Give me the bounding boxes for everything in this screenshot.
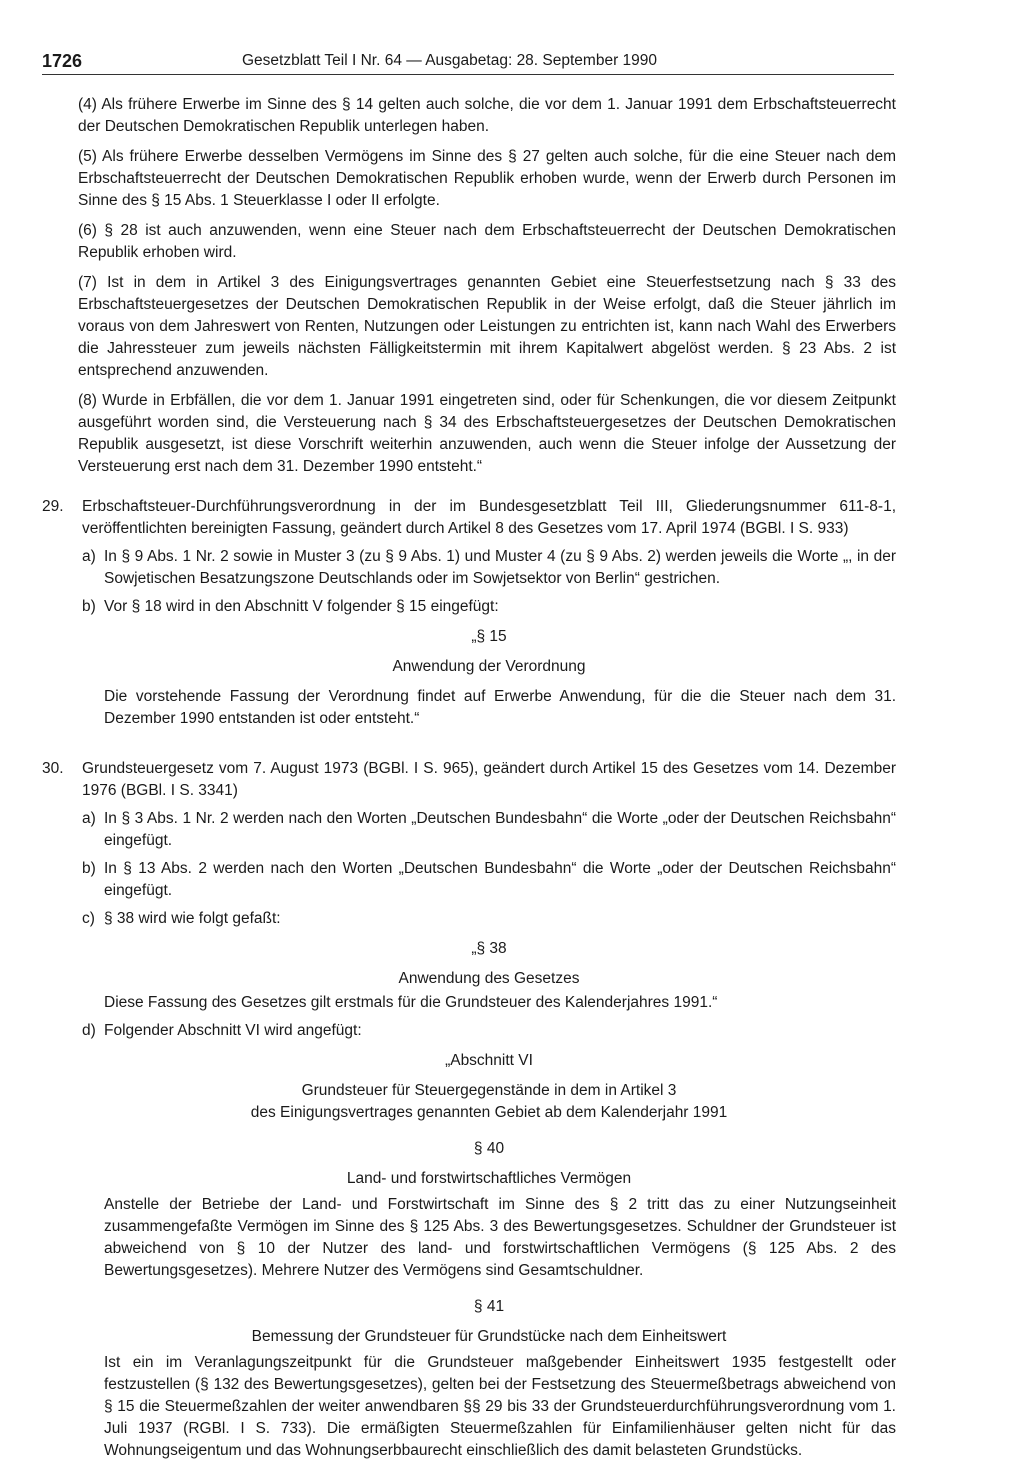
abschnitt-title-line-1: Grundsteuer für Steuergegenstände in dem in Artikel 3 xyxy=(301,1082,677,1099)
sub-label: d) xyxy=(82,1022,96,1039)
sub-item-30a xyxy=(42,808,896,852)
sub-item-30b xyxy=(42,858,896,902)
section-text-15: Die vorstehende Fassung der Verordnung findet auf Erwerbe Anwendung, für die die Steuer nach dem 31. Dezember 1990 entstanden ist oder entsteht.“ xyxy=(104,688,896,727)
page-number: 1726 xyxy=(42,51,83,71)
section-title-38: Anwendung des Gesetzes xyxy=(398,970,580,987)
sub-item-30c xyxy=(42,908,896,930)
item-text: Grundsteuergesetz vom 7. August 1973 (BGBl. I S. 965), geändert durch Artikel 15 des Gesetzes vom 14. Dezember 1976 (BGBl. I S. 3341) xyxy=(82,760,896,799)
item-29 xyxy=(42,496,896,540)
sub-text: In § 3 Abs. 1 Nr. 2 werden nach den Worten „Deutschen Bundesbahn“ die Worte „oder der Deutschen Reichsbahn“ eingefügt. xyxy=(104,810,896,849)
section-title-15: Anwendung der Verordnung xyxy=(392,658,586,675)
item-30 xyxy=(42,758,896,802)
paragraph-6: (6) § 28 ist auch anzuwenden, wenn eine Steuer nach dem Erbschaftsteuerrecht der Deutschen Demokratischen Republik erhoben wird. xyxy=(78,222,896,261)
page-body xyxy=(42,94,896,1462)
paragraph-5: (5) Als frühere Erwerbe desselben Vermögens im Sinne des § 27 gelten auch solche, für die eine Steuer nach dem Erbschaftsteuerrecht der Deutschen Demokratischen Republik erhoben wurde, wenn der Erwerb durch Personen im Sinne des § 15 Abs. 1 Steuerklasse I oder II erfolgte. xyxy=(78,148,896,209)
section-heading-41: § 41 xyxy=(473,1298,505,1315)
section-text-40: Anstelle der Betriebe der Land- und Forstwirtschaft im Sinne des § 2 tritt das zu einer Nutzungseinheit zusammengefaßte Vermögen im Sinne des § 125 Abs. 3 des Bewertungsgesetzes. Schuldner der Grundsteuer ist abweichend von § 10 der Nutzer des land- und forstwirtschaftlichen Vermögens (§ 125 Abs. 2 des Bewertungsgesetzes). Mehrere Nutzer des Vermögens sind Gesamtschuldner. xyxy=(104,1196,896,1279)
section-heading-38: „§ 38 xyxy=(471,940,507,957)
paragraph-8: (8) Wurde in Erbfällen, die vor dem 1. Januar 1991 eingetreten sind, oder für Schenkungen, die vor diesem Zeitpunkt ausgeführt worden sind, die Versteuerung nach § 34 des Erbschaftsteuergesetzes der Deutschen Demokratischen Republik ausgesetzt, ist diese Vorschrift weiterhin anzuwenden, auch wenn die Steuer infolge der Aussetzung der Versteuerung erst nach dem 31. Dezember 1990 entsteht.“ xyxy=(78,392,896,475)
abschnitt-title-line-2: des Einigungsvertrages genannten Gebiet ab dem Kalenderjahr 1991 xyxy=(250,1104,728,1121)
item-number: 29. xyxy=(42,498,64,515)
page-header xyxy=(42,50,894,75)
abschnitt-heading: „Abschnitt VI xyxy=(445,1052,533,1069)
running-head: Gesetzblatt Teil I Nr. 64 — Ausgabetag: 28. September 1990 xyxy=(242,52,658,69)
section-text-38: Diese Fassung des Gesetzes gilt erstmals für die Grundsteuer des Kalenderjahres 1991.“ xyxy=(104,994,718,1011)
sub-label: a) xyxy=(82,548,96,565)
section-title-40: Land- und forstwirtschaftliches Vermögen xyxy=(346,1170,632,1187)
sub-item-30d xyxy=(42,1020,896,1042)
sub-text: In § 13 Abs. 2 werden nach den Worten „Deutschen Bundesbahn“ die Worte „oder der Deutschen Reichsbahn“ eingefügt. xyxy=(104,860,896,899)
sub-text: Folgender Abschnitt VI wird angefügt: xyxy=(104,1022,362,1039)
section-text-41: Ist ein im Veranlagungszeitpunkt für die Grundsteuer maßgebender Einheitswert 1935 festgestellt oder festzustellen (§ 132 des Bewertungsgesetzes), gelten bei der Festsetzung des Steuermeßbetrags abweichend von § 15 die Steuermeßzahlen der weiter anwendbaren §§ 29 bis 33 der Grundsteuerdurchführungsverordnung vom 1. Juli 1937 (RGBl. I S. 733). Die ermäßigten Steuermeßzahlen für Einfamilienhäuser gelten nicht für das Wohnungseigentum und das Wohnungserbbaurecht einschließlich des damit belasteten Grundstücks. xyxy=(104,1354,896,1459)
paragraph-7: (7) Ist in dem in Artikel 3 des Einigungsvertrages genannten Gebiet eine Steuerfestsetzung nach § 33 des Erbschaftsteuergesetzes der Deutschen Demokratischen Republik in der Weise erfolgt, daß die Steuer jährlich im voraus von dem Jahreswert von Renten, Nutzungen oder Leistungen zu entrichten ist, kann nach Wahl des Erwerbers die Jahressteuer zum jeweils nächsten Fälligkeitstermin mit ihrem Kapitalwert abgelöst werden. § 23 Abs. 2 ist entsprechend anzuwenden. xyxy=(78,274,896,379)
item-text: Erbschaftsteuer-Durchführungsverordnung in der im Bundesgesetzblatt Teil III, Gliederungsnummer 611-8-1, veröffentlichten bereinigten Fassung, geändert durch Artikel 8 des Gesetzes vom 17. April 1974 (BGBl. I S. 933) xyxy=(82,498,896,537)
sub-text: Vor § 18 wird in den Abschnitt V folgender § 15 eingefügt: xyxy=(104,598,499,615)
sub-item-29b xyxy=(42,596,896,618)
sub-text: In § 9 Abs. 1 Nr. 2 sowie in Muster 3 (zu § 9 Abs. 1) und Muster 4 (zu § 9 Abs. 2) werden jeweils die Worte „, in der Sowjetischen Besatzungszone Deutschlands oder im Sowjetsektor von Berlin“ gestrichen. xyxy=(104,548,896,587)
sub-label: c) xyxy=(82,910,95,927)
sub-label: b) xyxy=(82,598,96,615)
section-title-41: Bemessung der Grundsteuer für Grundstücke nach dem Einheitswert xyxy=(251,1328,727,1345)
section-heading-40: § 40 xyxy=(473,1140,505,1157)
sub-label: b) xyxy=(82,860,96,877)
item-number: 30. xyxy=(42,760,64,777)
sub-item-29a xyxy=(42,546,896,590)
sub-label: a) xyxy=(82,810,96,827)
section-heading-15: „§ 15 xyxy=(471,628,507,645)
sub-text: § 38 wird wie folgt gefaßt: xyxy=(104,910,281,927)
paragraph-4: (4) Als frühere Erwerbe im Sinne des § 14 gelten auch solche, die vor dem 1. Januar 1991 dem Erbschaftsteuerrecht der Deutschen Demokratischen Republik unterlegen haben. xyxy=(78,96,896,135)
